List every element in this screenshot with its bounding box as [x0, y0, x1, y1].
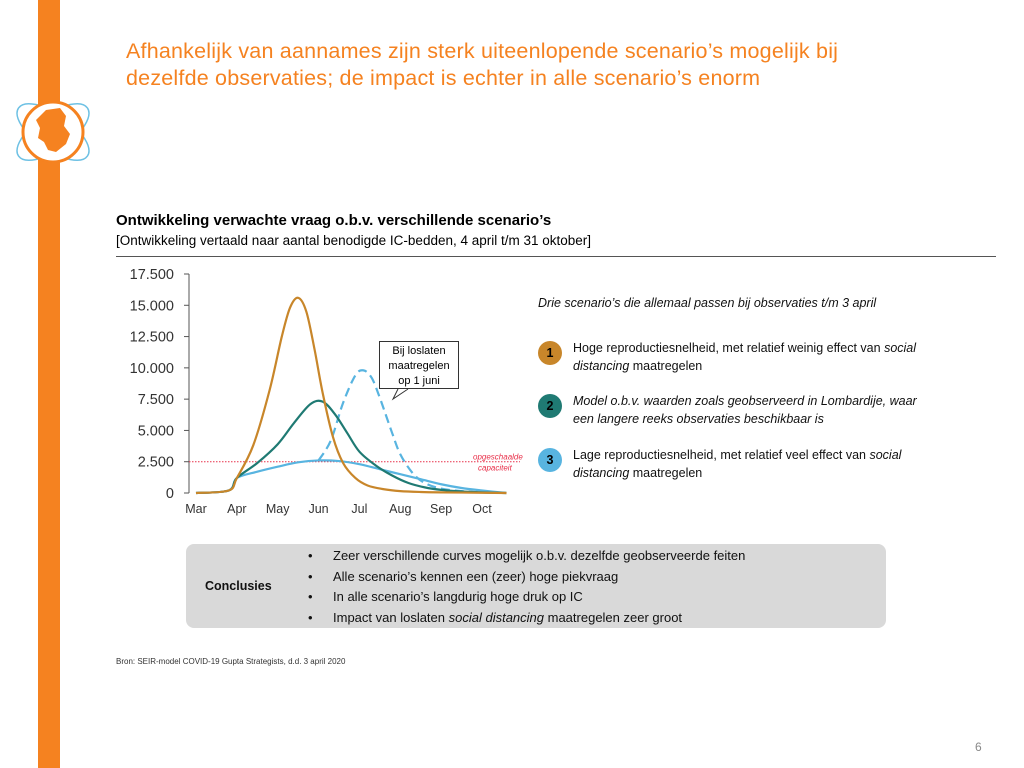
slide-title-line-1: Afhankelijk van aannames zijn sterk uiteenlopende scenario’s mogelijk bij	[126, 39, 839, 63]
x-tick-label: Oct	[472, 502, 492, 516]
chart-subtitle: [Ontwikkeling vertaald naar aantal benodigde IC-bedden, 4 april t/m 31 oktober]	[116, 233, 592, 248]
annotation-line-1: Bij loslaten	[392, 345, 446, 357]
legend-text-2-line-2: een langere reeks observaties beschikbaar is	[573, 412, 824, 426]
legend-badge-1: 1	[538, 341, 562, 365]
annotation-line-2: maatregelen	[388, 360, 450, 372]
y-tick-label: 12.500	[129, 329, 174, 346]
conclusion-item: • Alle scenario’s kennen een (zeer) hoge piekvraag	[306, 567, 745, 588]
legend-text-2-line-1: Model o.b.v. waarden zoals geobserveerd in Lombardije, waar	[573, 394, 917, 408]
series-line-scenario-2	[196, 401, 507, 493]
annotation-pointer	[393, 389, 408, 399]
legend-badge-2: 2	[538, 394, 562, 418]
y-tick-label: 15.000	[129, 298, 174, 315]
legend-text-3	[573, 446, 978, 482]
x-tick-label: Mar	[185, 502, 207, 516]
x-tick-label: Jul	[351, 502, 368, 516]
conclusions-box	[186, 544, 886, 628]
legend-text-3-line-1: Lage reproductiesnelheid, met relatief veel effect van social	[573, 448, 902, 462]
y-tick-label: 10.000	[129, 360, 174, 377]
legend-text-1-line-1: Hoge reproductiesnelheid, met relatief weinig effect van social	[573, 341, 917, 355]
release-annotation-box	[379, 341, 459, 389]
annotation-line-3: op 1 juni	[398, 375, 440, 387]
x-tick-label: Aug	[389, 502, 412, 516]
slide-title-line-2: dezelfde observaties; de impact is echter in alle scenario’s enorm	[126, 66, 761, 90]
conclusion-item: • Zeer verschillende curves mogelijk o.b.v. dezelfde geobserveerde feiten	[306, 546, 745, 567]
chart-title: Ontwikkeling verwachte vraag o.b.v. verschillende scenario’s	[116, 212, 552, 229]
source-note: Bron: SEIR-model COVID-19 Gupta Strategists, d.d. 3 april 2020	[116, 657, 346, 666]
legend-header: Drie scenario’s die allemaal passen bij observaties t/m 3 april	[538, 296, 877, 310]
y-tick-label: 17.500	[129, 267, 174, 283]
legend-text-3-line-2: distancing maatregelen	[573, 466, 703, 480]
page-number: 6	[975, 740, 982, 754]
x-tick-label: Jun	[308, 502, 329, 516]
legend-text-1-line-2: distancing maatregelen	[573, 359, 703, 373]
conclusions-label: Conclusies	[205, 579, 272, 593]
conclusion-item: • In alle scenario’s langdurig hoge druk op IC	[306, 587, 745, 608]
y-tick-label: 5.000	[137, 423, 174, 440]
y-tick-label: 2.500	[137, 454, 174, 471]
conclusions-list	[306, 546, 745, 628]
legend-text-1	[573, 339, 978, 375]
legend-badge-3: 3	[538, 448, 562, 472]
x-tick-label: Apr	[227, 502, 247, 516]
x-tick-label: Sep	[430, 502, 453, 516]
x-tick-label: May	[265, 502, 290, 516]
capacity-label-line-1: opgeschaalde	[473, 452, 523, 462]
y-tick-label: 7.500	[137, 392, 174, 409]
legend-text-2	[573, 392, 978, 428]
conclusion-item: • Impact van loslaten social distancing maatregelen zeer groot	[306, 608, 745, 629]
y-tick-label: 0	[165, 486, 174, 502]
series-line-scenario-3	[196, 460, 507, 493]
capacity-label-line-2: capaciteit	[478, 463, 512, 473]
